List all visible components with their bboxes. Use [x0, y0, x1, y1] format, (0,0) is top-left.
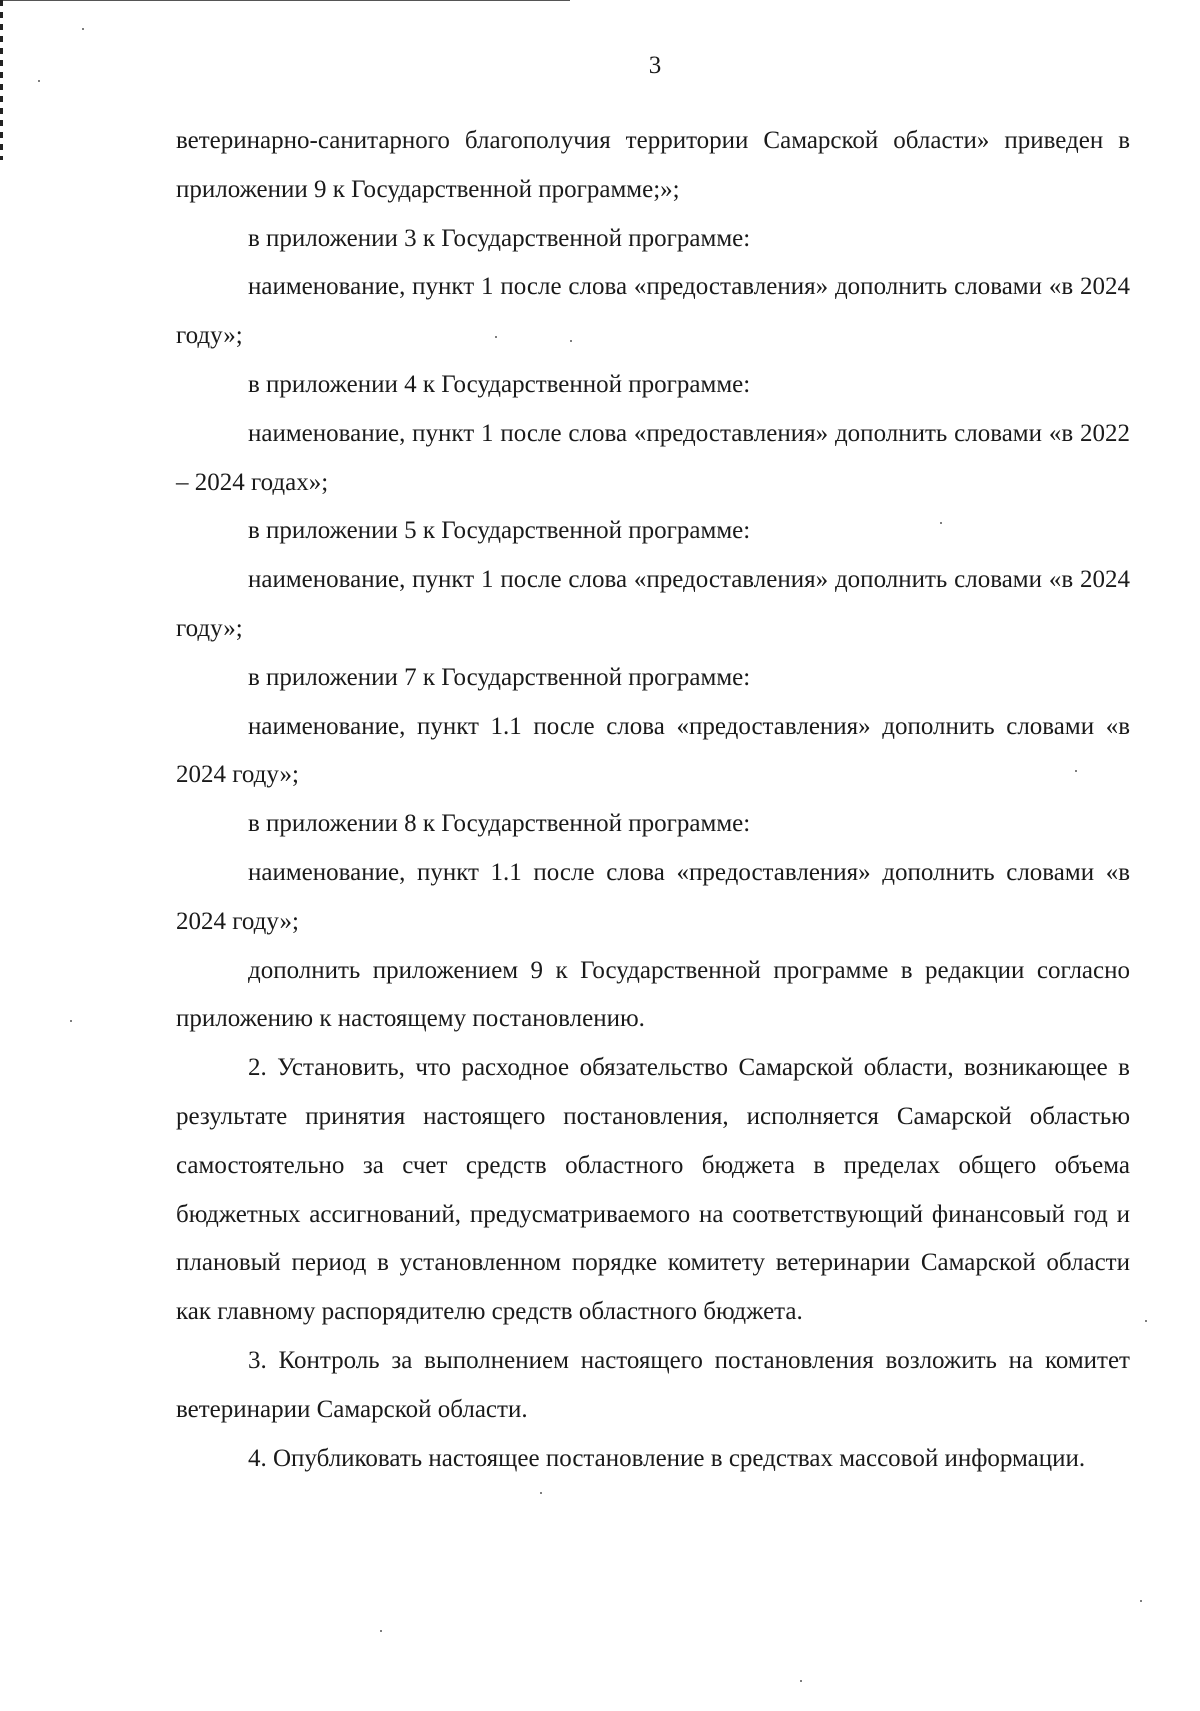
- paragraph-appendix-8-amendment: наименование, пункт 1.1 после слова «предоставления» дополнить словами «в 2024 году»;: [176, 858, 1130, 935]
- scan-speck: [380, 1630, 382, 1632]
- scan-speck: [800, 1680, 802, 1682]
- paragraph-add-appendix-9: дополнить приложением 9 к Государственной программе в редакции согласно приложению к настоящему постановлению.: [176, 956, 1130, 1033]
- scan-speck: [38, 80, 40, 82]
- paragraph-clause-3: 3. Контроль за выполнением настоящего постановления возложить на комитет ветеринарии Самарской области.: [176, 1346, 1130, 1423]
- scan-speck: [1145, 1320, 1147, 1322]
- paragraph-appendix-8: в приложении 8 к Государственной программе:: [248, 810, 751, 838]
- scan-speck: [540, 1492, 542, 1494]
- paragraph-appendix-3-amendment: наименование, пункт 1 после слова «предоставления» дополнить словами «в 2024 году»;: [176, 273, 1130, 350]
- paragraph-appendix-4: в приложении 4 к Государственной программе:: [248, 370, 751, 398]
- scan-speck: [1140, 1600, 1142, 1602]
- page-number: 3: [648, 52, 662, 79]
- scan-speck: [570, 340, 572, 342]
- paragraph-appendix-5: в приложении 5 к Государственной программе:: [248, 517, 751, 545]
- paragraph-continuation: ветеринарно-санитарного благополучия территории Самарской области» приведен в приложении 9 к Государственной программе;»;: [176, 127, 1130, 203]
- paragraph-appendix-4-amendment: наименование, пункт 1 после слова «предоставления» дополнить словами «в 2022 – 2024 годах»;: [176, 419, 1130, 496]
- scan-speck: [1075, 770, 1077, 772]
- paragraph-appendix-7-amendment: наименование, пункт 1.1 после слова «предоставления» дополнить словами «в 2024 году»;: [176, 712, 1130, 789]
- scan-speck: [70, 1020, 72, 1022]
- paragraph-appendix-3: в приложении 3 к Государственной программе:: [248, 224, 751, 252]
- scan-edge-marks: [0, 0, 3, 160]
- paragraph-clause-2: 2. Установить, что расходное обязательство Самарской области, возникающее в результате принятия настоящего постановления, исполняется Самарской областью самостоятельно за счет средств областного бюджета в пределах общего объема бюджетных ассигнований, предусматриваемого на соответствующий финансовый год и плановый период в установленном порядке комитету ветеринарии Самарской области как главному распорядителю средств областного бюджета.: [176, 1054, 1130, 1326]
- paragraph-clause-4: 4. Опубликовать настоящее постановление в средствах массовой информации.: [248, 1444, 1086, 1472]
- scan-speck: [495, 336, 497, 338]
- paragraph-appendix-5-amendment: наименование, пункт 1 после слова «предоставления» дополнить словами «в 2024 году»;: [176, 566, 1130, 642]
- scan-speck: [940, 522, 942, 524]
- scan-border-line: [0, 0, 570, 1]
- document-body: [176, 117, 1130, 1483]
- scan-speck: [82, 28, 84, 30]
- paragraph-appendix-7: в приложении 7 к Государственной программе:: [248, 663, 751, 691]
